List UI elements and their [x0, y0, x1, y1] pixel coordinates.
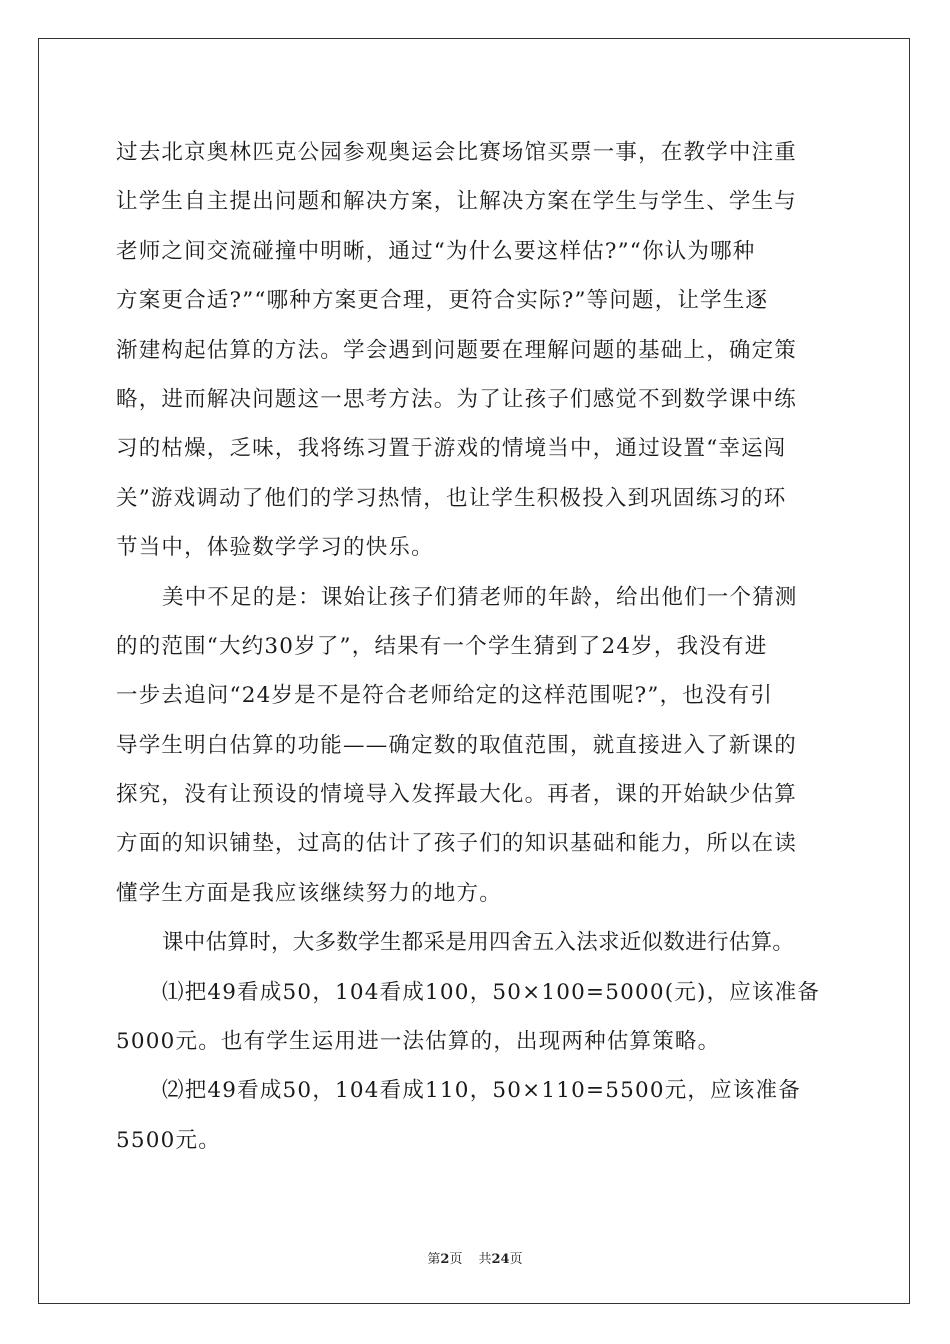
text-line: 导学生明白估算的功能——确定数的取值范围，就直接进入了新课的: [116, 732, 798, 758]
footer-total-suffix: 页: [509, 1252, 523, 1267]
text-line: 关”游戏调动了他们的学习热情，也让学生积极投入到巩固练习的环: [116, 485, 787, 511]
text-line: 探究，没有让预设的情境导入发挥最大化。再者，课的开始缺少估算: [116, 782, 798, 808]
footer-total-prefix: 共: [478, 1252, 492, 1267]
text-line: 过去北京奥林匹克公园参观奥运会比赛场馆买票一事，在教学中注重: [116, 140, 798, 165]
list-item-line: ⑴把49看成50，104看成100，50×100=5000(元)，应该准备: [162, 979, 821, 1005]
page-footer: [0, 1248, 950, 1267]
text-line: 方案更合适?”“哪种方案更合理，更符合实际?”等问题，让学生逐: [116, 288, 769, 314]
footer-page-suffix: 页: [449, 1252, 463, 1267]
text-line: 懂学生方面是我应该继续努力的地方。: [116, 880, 502, 906]
paragraph-start-line: 美中不足的是：课始让孩子们猜老师的年龄，给出他们一个猜测: [162, 584, 798, 610]
paragraph-start-line: 课中估算时，大多数学生都采是用四舍五入法求近似数进行估算。: [162, 930, 795, 956]
text-line: 一步去追问“24岁是不是符合老师给定的这样范围呢?”，也没有引: [116, 683, 774, 709]
text-line: 5000元。也有学生运用进一法估算的，出现两种估算策略。: [116, 1029, 721, 1055]
text-line: 老师之间交流碰撞中明晰，通过“为什么要这样估?”“你认为哪种: [116, 238, 756, 264]
text-line: 让学生自主提出问题和解决方案，让解决方案在学生与学生、学生与: [116, 189, 798, 215]
text-line: 方面的知识铺垫，过高的估计了孩子们的知识基础和能力，所以在读: [116, 831, 798, 857]
text-line: 的的范围“大约30岁了”，结果有一个学生猜到了24岁，我没有进: [116, 633, 768, 659]
footer-total-pages: 24: [491, 1252, 510, 1267]
footer-page-prefix: 第: [427, 1252, 441, 1267]
footer-page-number: 2: [440, 1252, 450, 1267]
document-body: [116, 128, 838, 1165]
text-line: 5500元。: [116, 1127, 221, 1153]
text-line: 节当中，体验数学学习的快乐。: [116, 535, 434, 561]
text-line: 略，进而解决问题这一思考方法。为了让孩子们感觉不到数学课中练: [116, 386, 798, 412]
list-item-line: ⑵把49看成50，104看成110，50×110=5500元，应该准备: [162, 1078, 801, 1104]
text-line: 习的枯燥，乏味，我将练习置于游戏的情境当中，通过设置“幸运闯: [116, 436, 787, 462]
text-line: 渐建构起估算的方法。学会遇到问题要在理解问题的基础上，确定策: [116, 337, 798, 363]
